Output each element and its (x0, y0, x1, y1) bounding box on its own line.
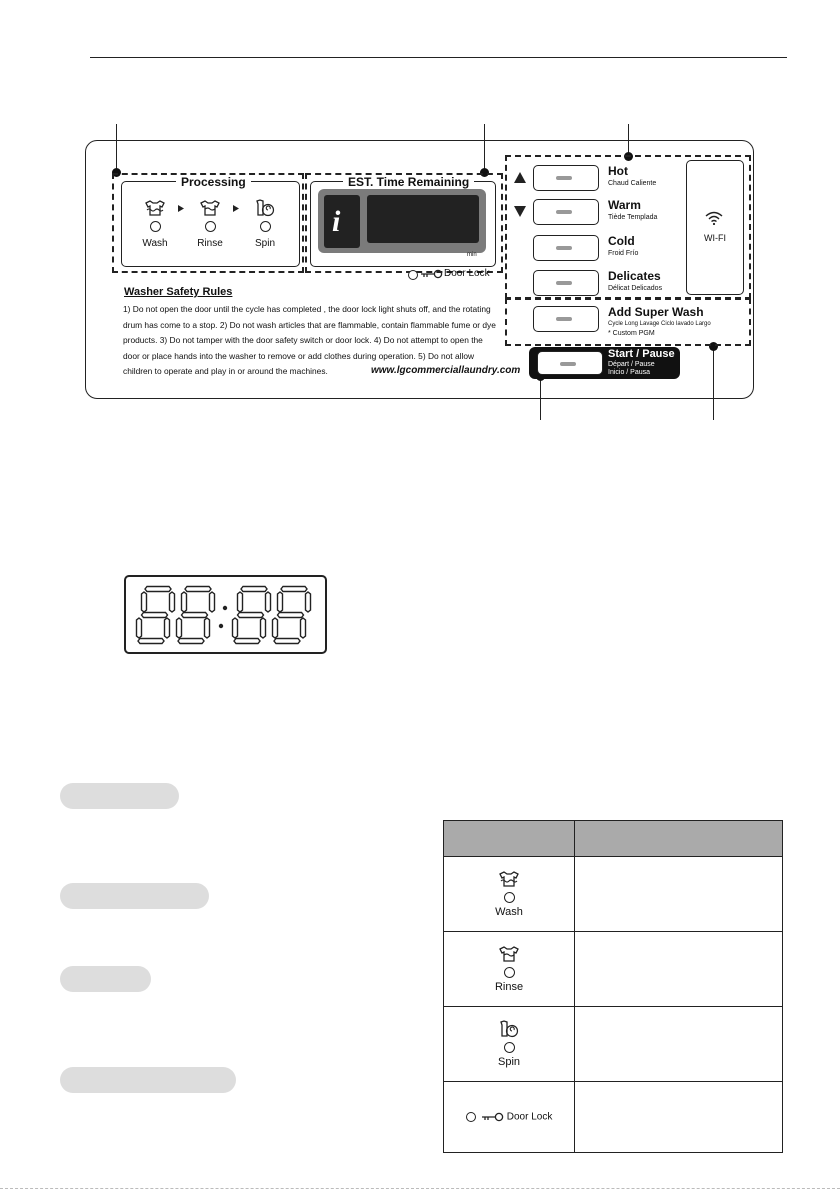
warm-button[interactable] (533, 199, 599, 225)
safety-rules-text: 1) Do not open the door until the cycle has completed , the door lock light shuts off, and the rotating drum has come to a stop. 2) Do not wash articles that are flammable, contain flammable fume or dye products. 3) Do not tamper with the door safety switch or door lock. 4) Do not attempt to open the door or place hands into the washer to remove or add clothes during operation. 5) Do not allow children to operate and play in or around the machines. (123, 304, 496, 376)
segment-bar (233, 618, 238, 638)
wifi-panel (686, 160, 744, 295)
segment-bar (205, 618, 210, 638)
segment-bar (182, 592, 187, 612)
segment-display (124, 575, 327, 654)
spin-label: Spin (254, 238, 275, 249)
segment-bar (234, 639, 260, 644)
spin-indicator-light (504, 1042, 515, 1053)
table-row (444, 857, 783, 932)
page-bottom-border (0, 1188, 840, 1189)
time-digits-display (367, 195, 479, 243)
segment-bar (273, 618, 278, 638)
section-label-pill (60, 783, 179, 809)
table-description-cell (575, 932, 783, 1007)
indicator-table (443, 820, 783, 1153)
table-description-cell (575, 857, 783, 932)
spin-indicator-light (260, 221, 271, 232)
segment-bar (210, 592, 215, 612)
segment-bar (165, 618, 170, 638)
segment-bar (278, 592, 283, 612)
super-wash-label: Add Super Wash (608, 305, 704, 319)
start-pause-button[interactable] (537, 351, 603, 375)
time-title: EST. Time Remaining (343, 175, 474, 189)
segment-bar (142, 613, 168, 618)
rinse-icon (199, 200, 221, 216)
info-icon: i (332, 205, 341, 238)
wash-label: Wash (495, 905, 523, 918)
arrow-right-icon (233, 205, 239, 212)
arrow-down-icon[interactable] (514, 206, 526, 217)
start-pause-sublabel-fr: Départ / Pause (608, 361, 655, 368)
wash-label: Wash (142, 238, 168, 249)
safety-rules-title: Washer Safety Rules (124, 286, 233, 298)
delicates-sublabel: Délicat Delicados (608, 285, 663, 292)
segment-bar (170, 592, 175, 612)
header-rule (90, 57, 787, 58)
wifi-label: WI-FI (704, 233, 726, 243)
hot-label: Hot (608, 164, 628, 178)
warm-label: Warm (608, 198, 641, 212)
table-description-cell (575, 1007, 783, 1082)
spin-icon (255, 199, 275, 217)
section-label-pill (60, 883, 209, 909)
segment-bar (137, 618, 142, 638)
segment-bar (266, 592, 271, 612)
rinse-indicator-light (205, 221, 216, 232)
wash-icon (498, 871, 520, 887)
time-unit: min (467, 252, 477, 258)
segment-bar (261, 618, 266, 638)
rinse-indicator-light (504, 967, 515, 978)
cold-sublabel: Froid Frío (608, 250, 639, 257)
super-wash-sublabel: Cycle Long Lavage Ciclo lavado Largo (608, 321, 711, 327)
segment-bar (177, 618, 182, 638)
table-row (444, 932, 783, 1007)
segment-digits-icon (126, 577, 325, 652)
rinse-icon (498, 946, 520, 962)
table-row (444, 1007, 783, 1082)
segment-bar (274, 639, 300, 644)
segment-bar (301, 618, 306, 638)
start-pause-sublabel-es: Inicio / Pausa (608, 369, 651, 376)
cold-label: Cold (608, 234, 635, 248)
table-icon-cell (444, 1007, 575, 1082)
section-label-pill (60, 966, 151, 992)
segment-bar (278, 613, 304, 618)
segment-bar (145, 587, 171, 592)
segment-bar (238, 613, 264, 618)
door-lock-label: Door Lock (444, 268, 490, 279)
spin-label: Spin (497, 1056, 521, 1068)
segment-bar (182, 613, 208, 618)
website-url: www.lgcommerciallaundry.com (371, 365, 521, 376)
table-row (444, 1082, 783, 1153)
table-header-row (444, 821, 783, 857)
control-panel (85, 140, 754, 399)
segment-bar (142, 592, 147, 612)
segment-bar (306, 592, 311, 612)
segment-bar (241, 587, 267, 592)
wash-indicator-light (504, 892, 515, 903)
table-description-cell (575, 1082, 783, 1153)
wash-indicator-light (150, 221, 161, 232)
table-header-cell (444, 821, 575, 857)
segment-bar (281, 587, 307, 592)
delicates-label: Delicates (608, 269, 661, 283)
table-icon-cell (444, 1082, 575, 1153)
door-lock-label: Door Lock (506, 1111, 553, 1123)
processing-title: Processing (176, 175, 251, 189)
add-super-wash-button[interactable] (533, 306, 599, 332)
warm-sublabel: Tiède Templada (608, 214, 658, 221)
segment-bar (138, 639, 164, 644)
door-lock-indicator-light (466, 1112, 476, 1122)
colon-dot (219, 624, 223, 628)
segment-bar (185, 587, 211, 592)
table-icon-cell (444, 857, 575, 932)
door-lock-indicator-light (408, 270, 418, 280)
key-icon (421, 269, 443, 279)
hot-button[interactable] (533, 165, 599, 191)
table-icon-cell (444, 932, 575, 1007)
arrow-right-icon (178, 205, 184, 212)
section-label-pill (60, 1067, 236, 1093)
cold-button[interactable] (533, 235, 599, 261)
wifi-icon (705, 211, 723, 225)
table-header-cell (575, 821, 783, 857)
segment-bar (238, 592, 243, 612)
spin-icon (499, 1020, 519, 1038)
rinse-label: Rinse (197, 238, 223, 249)
rinse-label: Rinse (494, 980, 524, 993)
wash-icon (144, 200, 166, 216)
key-icon (482, 1112, 504, 1122)
segment-bar (178, 639, 204, 644)
delicates-button[interactable] (533, 270, 599, 296)
arrow-up-icon[interactable] (514, 172, 526, 183)
start-pause-label: Start / Pause (608, 348, 675, 360)
colon-dot (223, 606, 227, 610)
info-display (324, 195, 360, 248)
custom-pgm-label: * Custom PGM (608, 330, 655, 337)
hot-sublabel: Chaud Caliente (608, 180, 657, 187)
